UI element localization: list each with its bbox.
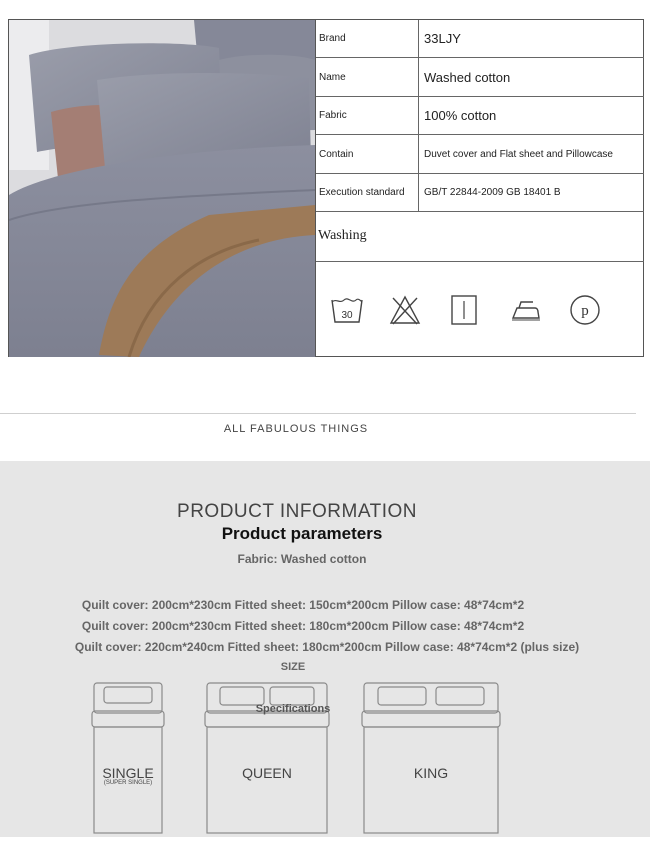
- product-photo: [9, 20, 316, 357]
- bed-size-diagrams: [0, 677, 650, 837]
- spec-row-fabric: [316, 97, 644, 135]
- spec-key: Execution standard: [316, 174, 419, 211]
- spec-key: Fabric: [316, 97, 419, 134]
- spec-key: Name: [316, 58, 419, 96]
- spec-row-name: [316, 58, 644, 97]
- bed-label-single: [94, 765, 162, 786]
- spec-value: 100% cotton: [424, 108, 497, 123]
- spec-row-contain: [316, 135, 644, 174]
- section-divider: [0, 413, 636, 414]
- info-subtitle: Product parameters: [221, 524, 383, 543]
- bed-outlines: [0, 677, 650, 837]
- size-label: SIZE: [280, 661, 306, 673]
- size-line: Quilt cover: 220cm*240cm Fitted sheet: 180cm*200cm Pillow case: 48*74cm*2 (plus size): [74, 640, 580, 654]
- size-line: Quilt cover: 200cm*230cm Fitted sheet: 180cm*200cm Pillow case: 48*74cm*2: [81, 619, 525, 633]
- spec-key: Contain: [316, 135, 419, 173]
- bed-note: (SUPER SINGLE): [103, 780, 153, 786]
- info-fabric: Fabric: Washed cotton: [237, 552, 367, 566]
- wash-30-icon: [330, 294, 364, 326]
- iron-low-icon: [509, 294, 543, 326]
- line-dry-icon: [447, 294, 481, 326]
- washing-header: [316, 212, 644, 262]
- bedding-illustration: [9, 20, 315, 357]
- spec-value: 33LJY: [424, 31, 461, 46]
- spec-sheet: [8, 19, 644, 357]
- bed-name: SINGLE: [102, 765, 154, 781]
- spec-row-standard: [316, 174, 644, 212]
- size-line: Quilt cover: 200cm*230cm Fitted sheet: 150cm*200cm Pillow case: 48*74cm*2: [81, 598, 525, 612]
- no-bleach-icon: [388, 294, 422, 326]
- wash-temp-label: 30: [341, 310, 353, 321]
- spec-row-brand: [316, 20, 644, 58]
- spec-key: Brand: [316, 20, 419, 57]
- spec-value: GB/T 22844-2009 GB 18401 B: [424, 187, 561, 198]
- care-icons: [316, 261, 644, 357]
- dry-clean-letter: p: [581, 303, 589, 319]
- bed-label-queen: QUEEN: [242, 765, 292, 781]
- spec-value: Duvet cover and Flat sheet and Pillowcase: [424, 148, 613, 160]
- specifications-label: Specifications: [255, 703, 331, 715]
- tagline: ALL FABULOUS THINGS: [223, 423, 369, 435]
- info-title: PRODUCT INFORMATION: [177, 501, 417, 522]
- dry-clean-p-icon: [568, 294, 602, 326]
- product-information-section: [0, 461, 650, 837]
- washing-title: Washing: [318, 228, 367, 243]
- bed-label-king: KING: [413, 765, 449, 781]
- spec-value: Washed cotton: [424, 69, 511, 85]
